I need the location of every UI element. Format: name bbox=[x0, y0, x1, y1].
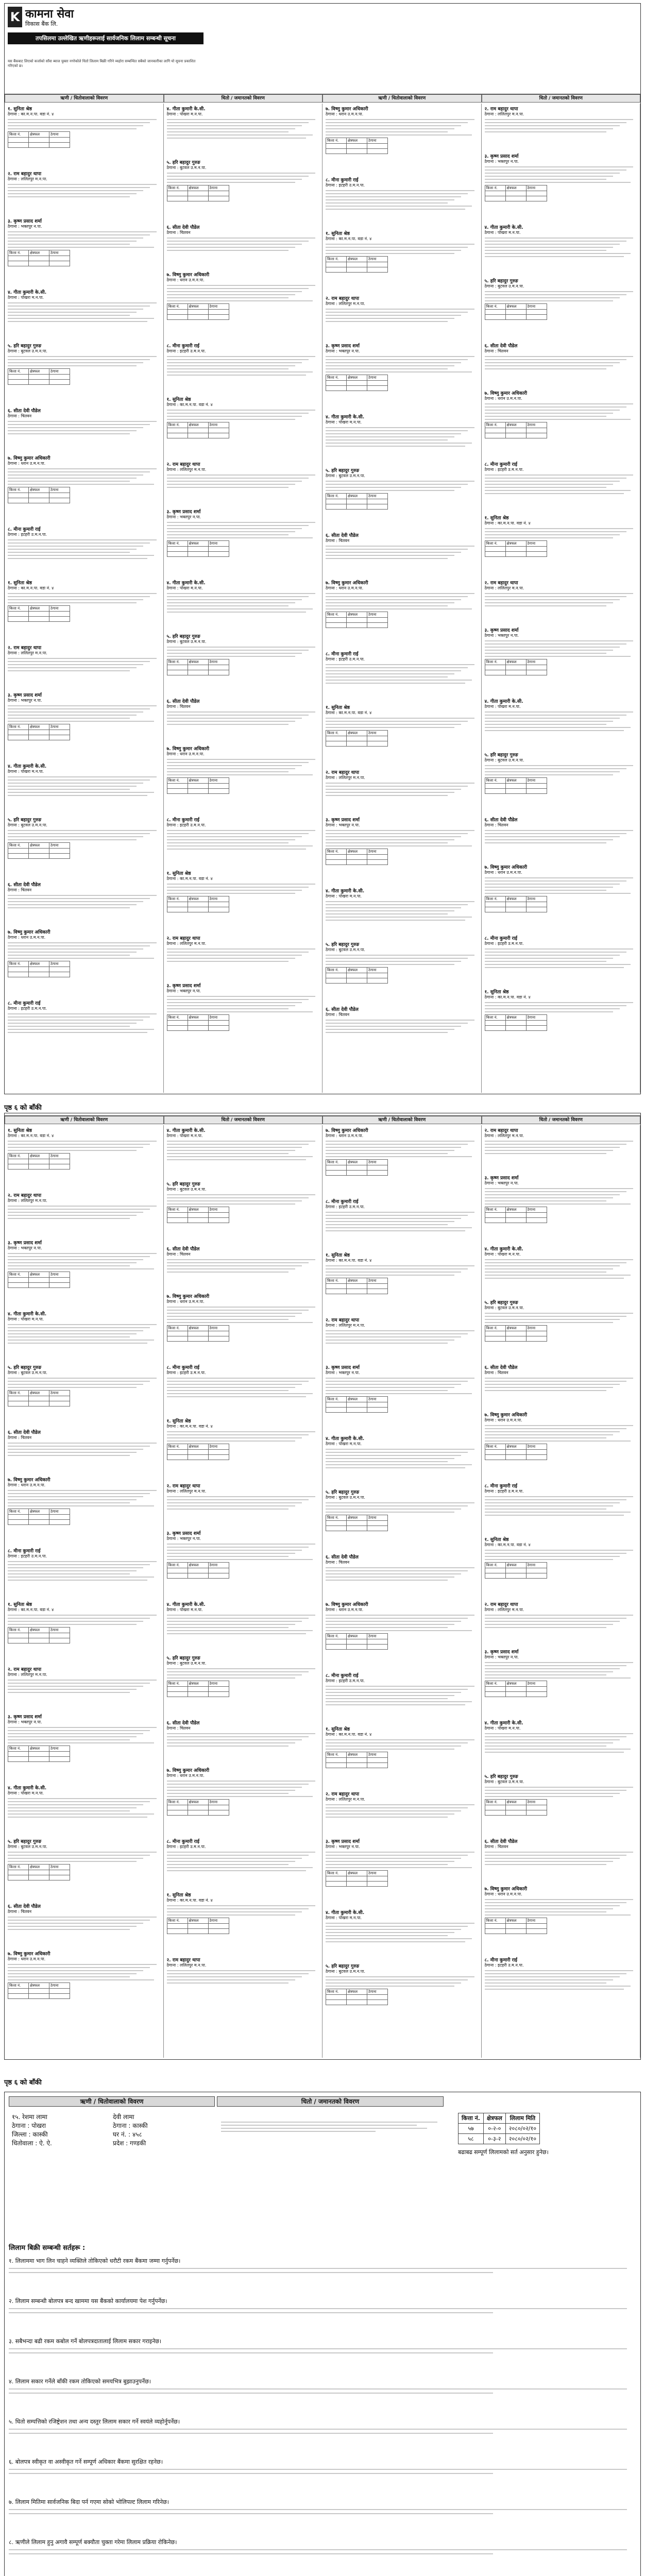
entries-grid bbox=[5, 94, 640, 1093]
bank-name: कामना सेवा bbox=[25, 8, 74, 21]
entry-block: ५. हरि बहादुर गुरुङ ठेगाना : बुटवल उ.म.न.पा. कित्ता नं. क्षेत्रफल ठेगाना bbox=[8, 1365, 161, 1406]
entry-block: ८. मीना कुमारी राई ठेगाना : इटहरी उ.म.न.पा. bbox=[167, 344, 320, 378]
entry-block: ८. मीना कुमारी राई ठेगाना : इटहरी उ.म.न.पा. bbox=[485, 462, 638, 496]
entry-block: ७. विष्णु कुमार अधिकारी ठेगाना : धरान उ.म.न.पा. कित्ता नं. क्षेत्रफल ठेगाना bbox=[326, 107, 479, 154]
rule-item: १. लिलाममा भाग लिन चाहने व्यक्तिले तोकिएको धरौटी रकम बैंकमा जम्मा गर्नुपर्नेछ। bbox=[9, 2257, 635, 2275]
entries-column bbox=[482, 1125, 641, 2058]
entry-block: ३. कृष्ण प्रसाद शर्मा ठेगाना : भक्तपुर न.पा. कित्ता नं. क्षेत्रफल ठेगाना bbox=[326, 818, 479, 865]
entry-block: १. सुनिता श्रेष्ठ ठेगाना : का.म.न.पा. वडा नं. ४ कित्ता नं. क्षेत्रफल ठेगाना bbox=[167, 1419, 320, 1460]
column-header: ऋणी / धितोवालाको विवरण bbox=[5, 1116, 164, 1124]
entry-block: ४. गीता कुमारी के.सी. ठेगाना : पोखरा म.न.पा. bbox=[326, 889, 479, 923]
entry-block: ७. विष्णु कुमार अधिकारी ठेगाना : धरान उ.म.न.पा. कित्ता नं. क्षेत्रफल ठेगाना bbox=[8, 1952, 161, 1999]
entry-block: १. सुनिता श्रेष्ठ ठेगाना : का.म.न.पा. वडा नं. ४ कित्ता नं. क्षेत्रफल ठेगाना bbox=[8, 1128, 161, 1170]
entry-block: १. सुनिता श्रेष्ठ ठेगाना : का.म.न.पा. वडा नं. ४ कित्ता नं. क्षेत्रफल ठेगाना bbox=[326, 231, 479, 273]
entry-block: १. सुनिता श्रेष्ठ ठेगाना : का.म.न.पा. वडा नं. ४ कित्ता नं. क्षेत्रफल ठेगाना bbox=[167, 871, 320, 912]
entry-block: ५. हरि बहादुर गुरुङ ठेगाना : बुटवल उ.म.न.पा. कित्ता नं. क्षेत्रफल ठेगाना bbox=[485, 753, 638, 794]
entry-block: ४. गीता कुमारी के.सी. ठेगाना : पोखरा म.न.पा. bbox=[167, 1602, 320, 1636]
rule-item: ५. धितो सम्पत्तिको रजिष्ट्रेशन तथा अन्य दस्तुर लिलाम सकार गर्ने स्वयंले व्यहोर्नुपर्नेछ। bbox=[9, 2418, 635, 2436]
entry-block: ४. गीता कुमारी के.सी. ठेगाना : पोखरा म.न.पा. bbox=[8, 1312, 161, 1346]
entry-block: ४. गीता कुमारी के.सी. ठेगाना : पोखरा म.न.पा. bbox=[8, 764, 161, 798]
entry-block: ५. हरि बहादुर गुरुङ ठेगाना : बुटवल उ.म.न.पा. कित्ता नं. क्षेत्रफल ठेगाना bbox=[326, 1490, 479, 1531]
entry-block: ६. सीता देवी पौडेल ठेगाना : चितवन bbox=[485, 1839, 638, 1867]
column-header: धितो / जमानतको विवरण bbox=[164, 1116, 323, 1124]
entry-block: ८. मीना कुमारी राई ठेगाना : इटहरी उ.म.न.पा. bbox=[8, 1001, 161, 1035]
entry-block: ५. हरि बहादुर गुरुङ ठेगाना : बुटवल उ.म.न.पा. कित्ता नं. क्षेत्रफल ठेगाना bbox=[326, 468, 479, 510]
entry-block: ३. कृष्ण प्रसाद शर्मा ठेगाना : भक्तपुर न.पा. कित्ता नं. क्षेत्रफल ठेगाना bbox=[8, 1715, 161, 1762]
entry-block: ४. गीता कुमारी के.सी. ठेगाना : पोखरा म.न.पा. bbox=[167, 1128, 320, 1162]
entry-block: ४. गीता कुमारी के.सी. ठेगाना : पोखरा म.न.पा. bbox=[485, 1721, 638, 1755]
entry-block: २. राम बहादुर थापा ठेगाना : ललितपुर म.न.पा. bbox=[167, 462, 320, 490]
entry-block: १. सुनिता श्रेष्ठ ठेगाना : का.म.न.पा. वडा नं. ४ कित्ता नं. क्षेत्रफल ठेगाना bbox=[326, 1727, 479, 1768]
entry-block: ८. मीना कुमारी राई ठेगाना : इटहरी उ.म.न.पा. bbox=[326, 652, 479, 686]
entry-block: १. सुनिता श्रेष्ठ ठेगाना : का.म.न.पा. वडा नं. ४ कित्ता नं. क्षेत्रफल ठेगाना bbox=[8, 1602, 161, 1643]
entry-block: ३. कृष्ण प्रसाद शर्मा ठेगाना : भक्तपुर न.पा. कित्ता नं. क्षेत्रफल ठेगाना bbox=[8, 1241, 161, 1288]
entry-block: २. राम बहादुर थापा ठेगाना : ललितपुर म.न.पा. bbox=[8, 1193, 161, 1221]
rule-item: ७. लिलाम मितिमा सार्वजनिक बिदा पर्न गएमा सोको भोलिपल्ट लिलाम गरिनेछ। bbox=[9, 2498, 635, 2516]
entry-block: ८. मीना कुमारी राई ठेगाना : इटहरी उ.म.न.पा. bbox=[485, 1958, 638, 1992]
collateral-column-head: धितो / जमानतको विवरण bbox=[217, 2096, 444, 2107]
entries-column bbox=[5, 1125, 164, 2058]
entries-column bbox=[322, 104, 482, 1093]
entry-block: ७. विष्णु कुमार अधिकारी ठेगाना : धरान उ.म.न.पा. कित्ता नं. क्षेत्रफल ठेगाना bbox=[8, 456, 161, 503]
entry-block: ५. हरि बहादुर गुरुङ ठेगाना : बुटवल उ.म.न.पा. कित्ता नं. क्षेत्रफल ठेगाना bbox=[167, 634, 320, 675]
entry-block: ५. हरि बहादुर गुरुङ ठेगाना : बुटवल उ.म.न.पा. कित्ता नं. क्षेत्रफल ठेगाना bbox=[326, 942, 479, 984]
entry-block: ८. मीना कुमारी राई ठेगाना : इटहरी उ.म.न.पा. bbox=[167, 1839, 320, 1873]
entry-block: २. राम बहादुर थापा ठेगाना : ललितपुर म.न.पा. bbox=[485, 1602, 638, 1630]
entry-block: ७. विष्णु कुमार अधिकारी ठेगाना : धरान उ.म.न.पा. कित्ता नं. क्षेत्रफल ठेगाना bbox=[167, 1768, 320, 1816]
entry-block: ३. कृष्ण प्रसाद शर्मा ठेगाना : भक्तपुर न.पा. कित्ता नं. क्षेत्रफल ठेगाना bbox=[167, 984, 320, 1031]
entry-block: ५. हरि बहादुर गुरुङ ठेगाना : बुटवल उ.म.न.पा. कित्ता नं. क्षेत्रफल ठेगाना bbox=[167, 1656, 320, 1697]
entry-block: ६. सीता देवी पौडेल ठेगाना : चितवन bbox=[326, 1007, 479, 1035]
entry-block: ८. मीना कुमारी राई ठेगाना : इटहरी उ.म.न.पा. bbox=[326, 178, 479, 212]
entry-block: २. राम बहादुर थापा ठेगाना : ललितपुर म.न.पा. bbox=[326, 1792, 479, 1820]
notice-header bbox=[5, 4, 640, 91]
entry-block: १. सुनिता श्रेष्ठ ठेगाना : का.म.न.पा. वडा नं. ४ कित्ता नं. क्षेत्रफल ठेगाना bbox=[326, 705, 479, 747]
notice-page-2 bbox=[4, 1113, 641, 2060]
entry-block: ४. गीता कुमारी के.सी. ठेगाना : पोखरा म.न.पा. bbox=[167, 581, 320, 615]
entry-block: ४. गीता कुमारी के.सी. ठेगाना : पोखरा म.न.पा. bbox=[167, 107, 320, 141]
entry-block: २. राम बहादुर थापा ठेगाना : ललितपुर म.न.पा. bbox=[485, 1128, 638, 1156]
page-3-label: पृष्ठ ६ को बाँकी bbox=[4, 2079, 42, 2087]
notice-page-3 bbox=[4, 2092, 641, 2576]
column-header: ऋणी / धितोवालाको विवरण bbox=[5, 94, 164, 103]
entry-block: ५. हरि बहादुर गुरुङ ठेगाना : बुटवल उ.म.न.पा. कित्ता नं. क्षेत्रफल ठेगाना bbox=[485, 279, 638, 320]
column-header: ऋणी / धितोवालाको विवरण bbox=[322, 94, 482, 103]
rule-item: २. लिलाम सम्बन्धी बोलपत्र बन्द खाममा यस बैंकको कार्यालयमा पेश गर्नुपर्नेछ। bbox=[9, 2297, 635, 2315]
entry-block: २. राम बहादुर थापा ठेगाना : ललितपुर म.न.पा. bbox=[167, 1958, 320, 1986]
entry-block: ३. कृष्ण प्रसाद शर्मा ठेगाना : भक्तपुर न.पा. कित्ता नं. क्षेत्रफल ठेगाना bbox=[326, 1839, 479, 1887]
entry-block: ४. गीता कुमारी के.सी. ठेगाना : पोखरा म.न.पा. bbox=[326, 415, 479, 449]
entry-block: ६. सीता देवी पौडेल ठेगाना : चितवन bbox=[485, 344, 638, 371]
collateral-details bbox=[221, 2113, 443, 2143]
entries-column bbox=[322, 1125, 482, 2058]
column-header: ऋणी / धितोवालाको विवरण bbox=[322, 1116, 482, 1124]
entry-block: ४. गीता कुमारी के.सी. ठेगाना : पोखरा म.न.पा. bbox=[8, 290, 161, 324]
entry-block: ७. विष्णु कुमार अधिकारी ठेगाना : धरान उ.म.न.पा. कित्ता नं. क्षेत्रफल ठेगाना bbox=[8, 930, 161, 977]
notice-page-1 bbox=[4, 3, 641, 1094]
entry-block: ३. कृष्ण प्रसाद शर्मा ठेगाना : भक्तपुर न.पा. कित्ता नं. क्षेत्रफल ठेगाना bbox=[167, 1531, 320, 1579]
entry-block: १. सुनिता श्रेष्ठ ठेगाना : का.म.न.पा. वडा नं. ४ कित्ता नं. क्षेत्रफल ठेगाना bbox=[8, 581, 161, 622]
entry-block: ४. गीता कुमारी के.सी. ठेगाना : पोखरा म.न.पा. bbox=[485, 225, 638, 259]
entry-block: २. राम बहादुर थापा ठेगाना : ललितपुर म.न.पा. bbox=[485, 107, 638, 134]
rule-item: ८. ऋणीले लिलाम हुनु अगावै सम्पूर्ण बक्यौता चुक्ता गरेमा लिलाम प्रक्रिया रोकिनेछ। bbox=[9, 2538, 635, 2556]
entry-block: ८. मीना कुमारी राई ठेगाना : इटहरी उ.म.न.पा. bbox=[485, 936, 638, 970]
entry-block: २. राम बहादुर थापा ठेगाना : ललितपुर म.न.पा. bbox=[167, 936, 320, 964]
entry-block: ७. विष्णु कुमार अधिकारी ठेगाना : धरान उ.म.न.पा. कित्ता नं. क्षेत्रफल ठेगाना bbox=[485, 1887, 638, 1934]
entry-block: ७. विष्णु कुमार अधिकारी ठेगाना : धरान उ.म.न.पा. कित्ता नं. क्षेत्रफल ठेगाना bbox=[8, 1478, 161, 1525]
rules-title: लिलाम बिक्री सम्बन्धी सर्तहरू : bbox=[9, 2244, 86, 2252]
debtor-column-head: ऋणी / धितोवालाको विवरण bbox=[9, 2096, 215, 2107]
entry-block: ३. कृष्ण प्रसाद शर्मा ठेगाना : भक्तपुर न.पा. कित्ता नं. क्षेत्रफल ठेगाना bbox=[485, 1650, 638, 1697]
entries-column bbox=[164, 104, 323, 1093]
guarantor-details: देवी लामा ठेगाना : कास्की घर नं. : ४५८ प्रदेश : गण्डकी bbox=[113, 2113, 148, 2147]
entry-block: २. राम बहादुर थापा ठेगाना : ललितपुर म.न.पा. bbox=[326, 1318, 479, 1346]
entry-block: १. सुनिता श्रेष्ठ ठेगाना : का.म.न.पा. वडा नं. ४ कित्ता नं. क्षेत्रफल ठेगाना bbox=[485, 1537, 638, 1579]
entry-block: ६. सीता देवी पौडेल ठेगाना : चितवन bbox=[8, 883, 161, 910]
entry-block: २. राम बहादुर थापा ठेगाना : ललितपुर म.न.पा. bbox=[8, 172, 161, 199]
entry-block: ४. गीता कुमारी के.सी. ठेगाना : पोखरा म.न.पा. bbox=[485, 1247, 638, 1281]
entry-block: ६. सीता देवी पौडेल ठेगाना : चितवन bbox=[8, 1430, 161, 1458]
rule-item: ४. लिलाम सकार गर्नेले बाँकी रकम तोकिएको समयभित्र बुझाउनुपर्नेछ। bbox=[9, 2378, 635, 2396]
entry-block: ५. हरि बहादुर गुरुङ ठेगाना : बुटवल उ.म.न.पा. कित्ता नं. क्षेत्रफल ठेगाना bbox=[8, 344, 161, 385]
entry-block: ७. विष्णु कुमार अधिकारी ठेगाना : धरान उ.म.न.पा. कित्ता नं. क्षेत्रफल ठेगाना bbox=[326, 581, 479, 628]
auction-table: कित्ता नं. क्षेत्रफल लिलाम मिति ५७ ०-२-० २०८०/०२/१० ५८ ०-३-२ २०८०/०२/१० बढाबढ सम्पूर्ण लिलामको सर्त अनुसार हुनेछ। bbox=[458, 2113, 633, 2156]
entry-block: ६. सीता देवी पौडेल ठेगाना : चितवन bbox=[167, 699, 320, 727]
notice-title: तपसिलमा उल्लेखित ऋणीहरूलाई सार्वजनिक लिलाम सम्बन्धी सूचना bbox=[8, 32, 203, 44]
entry-block: ६. सीता देवी पौडेल ठेगाना : चितवन bbox=[485, 818, 638, 845]
entry-block: ६. सीता देवी पौडेल ठेगाना : चितवन bbox=[326, 533, 479, 561]
entry-block: ५. हरि बहादुर गुरुङ ठेगाना : बुटवल उ.म.न.पा. कित्ता नं. क्षेत्रफल ठेगाना bbox=[8, 818, 161, 859]
entry-block: २. राम बहादुर थापा ठेगाना : ललितपुर म.न.पा. bbox=[485, 581, 638, 608]
entry-block: ३. कृष्ण प्रसाद शर्मा ठेगाना : भक्तपुर न.पा. कित्ता नं. क्षेत्रफल ठेगाना bbox=[167, 510, 320, 557]
entry-block: ५. हरि बहादुर गुरुङ ठेगाना : बुटवल उ.म.न.पा. कित्ता नं. क्षेत्रफल ठेगाना bbox=[485, 1774, 638, 1816]
entry-block: ७. विष्णु कुमार अधिकारी ठेगाना : धरान उ.म.न.पा. कित्ता नं. क्षेत्रफल ठेगाना bbox=[326, 1128, 479, 1176]
entry-block: ३. कृष्ण प्रसाद शर्मा ठेगाना : भक्तपुर न.पा. कित्ता नं. क्षेत्रफल ठेगाना bbox=[485, 154, 638, 201]
entries-grid bbox=[5, 1115, 640, 2058]
column-header: धितो / जमानतको विवरण bbox=[482, 1116, 641, 1124]
entry-block: ५. हरि बहादुर गुरुङ ठेगाना : बुटवल उ.म.न.पा. कित्ता नं. क्षेत्रफल ठेगाना bbox=[8, 1839, 161, 1880]
entry-block: ८. मीना कुमारी राई ठेगाना : इटहरी उ.म.न.पा. bbox=[8, 527, 161, 561]
entries-column bbox=[5, 104, 164, 1093]
entry-block: ७. विष्णु कुमार अधिकारी ठेगाना : धरान उ.म.न.पा. कित्ता नं. क्षेत्रफल ठेगाना bbox=[485, 865, 638, 912]
entry-block: १. सुनिता श्रेष्ठ ठेगाना : का.म.न.पा. वडा नं. ४ कित्ता नं. क्षेत्रफल ठेगाना bbox=[167, 1893, 320, 1934]
entry-block: ६. सीता देवी पौडेल ठेगाना : चितवन bbox=[167, 225, 320, 253]
entry-block: १. सुनिता श्रेष्ठ ठेगाना : का.म.न.पा. वडा नं. ४ कित्ता नं. क्षेत्रफल ठेगाना bbox=[8, 107, 161, 148]
rule-item: ६. बोलपत्र स्वीकृत वा अस्वीकृत गर्ने सम्पूर्ण अधिकार बैंकमा सुरक्षित रहनेछ। bbox=[9, 2458, 635, 2476]
auction-note: बढाबढ सम्पूर्ण लिलामको सर्त अनुसार हुनेछ। bbox=[458, 2149, 549, 2156]
debtor-details: १५. रेशमा लामा ठेगाना : पोखरा जिल्ला : कास्की धितोवाला : ऐ. ऐ. bbox=[12, 2113, 52, 2147]
entry-block: ५. हरि बहादुर गुरुङ ठेगाना : बुटवल उ.म.न.पा. कित्ता नं. क्षेत्रफल ठेगाना bbox=[167, 160, 320, 201]
entry-block: ७. विष्णु कुमार अधिकारी ठेगाना : धरान उ.म.न.पा. कित्ता नं. क्षेत्रफल ठेगाना bbox=[485, 1413, 638, 1460]
entry-block: ८. मीना कुमारी राई ठेगाना : इटहरी उ.म.न.पा. bbox=[167, 1365, 320, 1399]
entry-block: ३. कृष्ण प्रसाद शर्मा ठेगाना : भक्तपुर न.पा. कित्ता नं. क्षेत्रफल ठेगाना bbox=[485, 1176, 638, 1223]
bank-logo-icon: K bbox=[8, 7, 22, 27]
entry-block: ८. मीना कुमारी राई ठेगाना : इटहरी उ.म.न.पा. bbox=[8, 1549, 161, 1583]
entry-block: ३. कृष्ण प्रसाद शर्मा ठेगाना : भक्तपुर न.पा. कित्ता नं. क्षेत्रफल ठेगाना bbox=[485, 628, 638, 675]
entry-block: ३. कृष्ण प्रसाद शर्मा ठेगाना : भक्तपुर न.पा. कित्ता नं. क्षेत्रफल ठेगाना bbox=[326, 344, 479, 391]
entry-block: ५. हरि बहादुर गुरुङ ठेगाना : बुटवल उ.म.न.पा. कित्ता नं. क्षेत्रफल ठेगाना bbox=[167, 1182, 320, 1223]
entry-block: १. सुनिता श्रेष्ठ ठेगाना : का.म.न.पा. वडा नं. ४ कित्ता नं. क्षेत्रफल ठेगाना bbox=[167, 397, 320, 438]
column-header: धितो / जमानतको विवरण bbox=[482, 94, 641, 103]
column-header: धितो / जमानतको विवरण bbox=[164, 94, 323, 103]
entry-block: २. राम बहादुर थापा ठेगाना : ललितपुर म.न.पा. bbox=[8, 1667, 161, 1695]
entry-block: ७. विष्णु कुमार अधिकारी ठेगाना : धरान उ.म.न.पा. कित्ता नं. क्षेत्रफल ठेगाना bbox=[167, 747, 320, 794]
entries-column bbox=[164, 1125, 323, 2058]
entry-block: ४. गीता कुमारी के.सी. ठेगाना : पोखरा म.न.पा. bbox=[8, 1786, 161, 1820]
entry-block: ६. सीता देवी पौडेल ठेगाना : चितवन bbox=[8, 409, 161, 436]
entry-block: ८. मीना कुमारी राई ठेगाना : इटहरी उ.म.न.पा. bbox=[326, 1199, 479, 1233]
entry-block: ८. मीना कुमारी राई ठेगाना : इटहरी उ.म.न.पा. bbox=[485, 1484, 638, 1518]
entry-block: ५. हरि बहादुर गुरुङ ठेगाना : बुटवल उ.म.न.पा. कित्ता नं. क्षेत्रफल ठेगाना bbox=[485, 1300, 638, 1342]
entries-column bbox=[482, 104, 641, 1093]
entry-block: ३. कृष्ण प्रसाद शर्मा ठेगाना : भक्तपुर न.पा. कित्ता नं. क्षेत्रफल ठेगाना bbox=[326, 1365, 479, 1413]
entry-block: २. राम बहादुर थापा ठेगाना : ललितपुर म.न.पा. bbox=[326, 296, 479, 324]
entry-block: १. सुनिता श्रेष्ठ ठेगाना : का.म.न.पा. वडा नं. ४ कित्ता नं. क्षेत्रफल ठेगाना bbox=[485, 990, 638, 1031]
entry-block: १. सुनिता श्रेष्ठ ठेगाना : का.म.न.पा. वडा नं. ४ कित्ता नं. क्षेत्रफल ठेगाना bbox=[485, 516, 638, 557]
entry-block: २. राम बहादुर थापा ठेगाना : ललितपुर म.न.पा. bbox=[167, 1484, 320, 1512]
notice-intro: यस बैंकबाट लिएको कर्जाको साँवा ब्याज चुक्ता नगरेकोले धितो लिलाम बिक्री गरिने व्यहोरा सम्बन्धित सबैको जानकारीका लागि यो सूचना प्रकाशित गरिएको छ। bbox=[8, 59, 196, 68]
entry-block: ५. हरि बहादुर गुरुङ ठेगाना : बुटवल उ.म.न.पा. कित्ता नं. क्षेत्रफल ठेगाना bbox=[326, 1964, 479, 2005]
entry-block: ३. कृष्ण प्रसाद शर्मा ठेगाना : भक्तपुर न.पा. कित्ता नं. क्षेत्रफल ठेगाना bbox=[8, 693, 161, 740]
entry-block: ७. विष्णु कुमार अधिकारी ठेगाना : धरान उ.म.न.पा. कित्ता नं. क्षेत्रफल ठेगाना bbox=[167, 1294, 320, 1342]
entry-block: २. राम बहादुर थापा ठेगाना : ललितपुर म.न.पा. bbox=[8, 646, 161, 673]
entry-block: ४. गीता कुमारी के.सी. ठेगाना : पोखरा म.न.पा. bbox=[326, 1910, 479, 1944]
entry-block: ७. विष्णु कुमार अधिकारी ठेगाना : धरान उ.म.न.पा. कित्ता नं. क्षेत्रफल ठेगाना bbox=[167, 273, 320, 320]
entry-block: ७. विष्णु कुमार अधिकारी ठेगाना : धरान उ.म.न.पा. कित्ता नं. क्षेत्रफल ठेगाना bbox=[326, 1602, 479, 1650]
entry-block: ६. सीता देवी पौडेल ठेगाना : चितवन bbox=[326, 1555, 479, 1583]
entry-block: ४. गीता कुमारी के.सी. ठेगाना : पोखरा म.न.पा. bbox=[326, 1436, 479, 1470]
entry-block: ४. गीता कुमारी के.सी. ठेगाना : पोखरा म.न.पा. bbox=[485, 699, 638, 733]
entry-block: ६. सीता देवी पौडेल ठेगाना : चितवन bbox=[8, 1904, 161, 1932]
bank-subtitle: विकास बैंक लि. bbox=[25, 21, 58, 27]
entry-block: ३. कृष्ण प्रसाद शर्मा ठेगाना : भक्तपुर न.पा. कित्ता नं. क्षेत्रफल ठेगाना bbox=[8, 219, 161, 266]
entry-block: ६. सीता देवी पौडेल ठेगाना : चितवन bbox=[167, 1721, 320, 1749]
entry-block: ६. सीता देवी पौडेल ठेगाना : चितवन bbox=[485, 1365, 638, 1393]
entry-block: २. राम बहादुर थापा ठेगाना : ललितपुर म.न.पा. bbox=[326, 770, 479, 798]
rule-item: ३. सबैभन्दा बढी रकम कबोल गर्ने बोलपत्रदातालाई लिलाम सकार गराइनेछ। bbox=[9, 2337, 635, 2355]
entry-block: ७. विष्णु कुमार अधिकारी ठेगाना : धरान उ.म.न.पा. कित्ता नं. क्षेत्रफल ठेगाना bbox=[485, 391, 638, 438]
page-2-label: पृष्ठ ६ को बाँकी bbox=[4, 1104, 42, 1112]
entry-block: १. सुनिता श्रेष्ठ ठेगाना : का.म.न.पा. वडा नं. ४ कित्ता नं. क्षेत्रफल ठेगाना bbox=[326, 1253, 479, 1294]
entry-block: ८. मीना कुमारी राई ठेगाना : इटहरी उ.म.न.पा. bbox=[167, 818, 320, 852]
entry-block: ६. सीता देवी पौडेल ठेगाना : चितवन bbox=[167, 1247, 320, 1275]
entry-block: ८. मीना कुमारी राई ठेगाना : इटहरी उ.म.न.पा. bbox=[326, 1673, 479, 1707]
